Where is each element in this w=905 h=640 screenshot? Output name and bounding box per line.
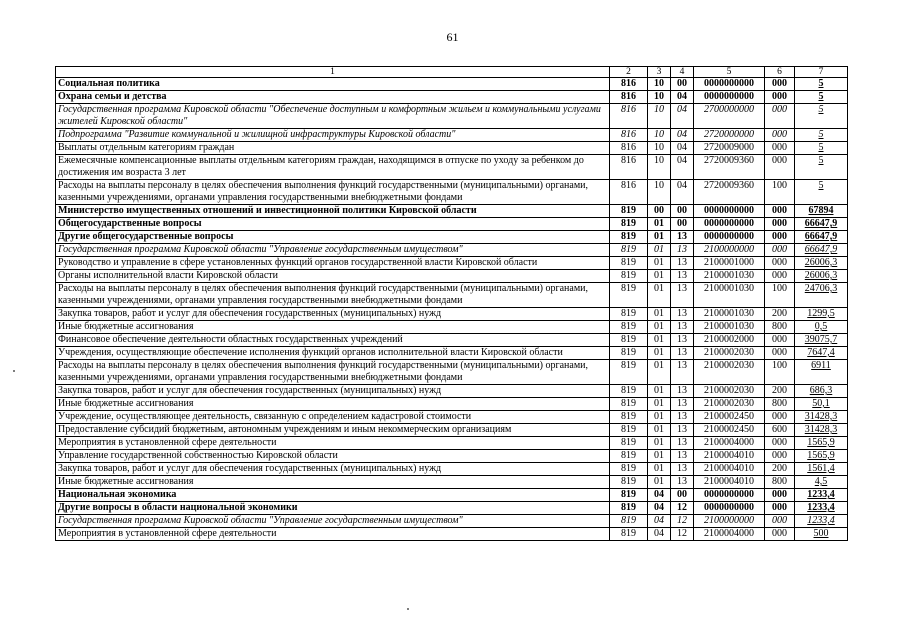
subsection-cell: 13 bbox=[671, 321, 694, 334]
amount-cell: 31428,3 bbox=[795, 411, 848, 424]
target-article-cell: 2700000000 bbox=[694, 104, 765, 129]
table-row bbox=[56, 515, 848, 528]
scan-speck bbox=[13, 370, 15, 372]
kvsr-cell: 819 bbox=[610, 334, 648, 347]
scan-speck bbox=[407, 608, 409, 610]
table-row bbox=[56, 218, 848, 231]
expense-type-cell: 000 bbox=[765, 515, 795, 528]
section-cell: 01 bbox=[648, 463, 671, 476]
target-article-cell: 2720009360 bbox=[694, 180, 765, 205]
expense-type-cell: 800 bbox=[765, 476, 795, 489]
target-article-cell: 2100001030 bbox=[694, 283, 765, 308]
row-name-cell: Другие общегосударственные вопросы bbox=[56, 231, 610, 244]
expense-type-cell: 000 bbox=[765, 231, 795, 244]
amount-cell: 24706,3 bbox=[795, 283, 848, 308]
table-row bbox=[56, 142, 848, 155]
target-article-cell: 2720009000 bbox=[694, 142, 765, 155]
section-cell: 10 bbox=[648, 155, 671, 180]
subsection-cell: 00 bbox=[671, 205, 694, 218]
kvsr-cell: 816 bbox=[610, 91, 648, 104]
section-cell: 00 bbox=[648, 205, 671, 218]
target-article-cell: 2720009360 bbox=[694, 155, 765, 180]
expense-type-cell: 000 bbox=[765, 78, 795, 91]
amount-cell: 1565,9 bbox=[795, 450, 848, 463]
expense-type-cell: 200 bbox=[765, 463, 795, 476]
kvsr-cell: 816 bbox=[610, 129, 648, 142]
expense-type-cell: 000 bbox=[765, 129, 795, 142]
table-row bbox=[56, 411, 848, 424]
table-row bbox=[56, 78, 848, 91]
row-name-cell: Учреждение, осуществляющее деятельность, связанную с определением кадастровой стоимости bbox=[56, 411, 610, 424]
target-article-cell: 0000000000 bbox=[694, 78, 765, 91]
row-name-cell: Социальная политика bbox=[56, 78, 610, 91]
table-row bbox=[56, 244, 848, 257]
row-name-cell: Ежемесячные компенсационные выплаты отдельным категориям граждан, находящимся в отпуске по уходу за ребенком до достижения им возраста 3 лет bbox=[56, 155, 610, 180]
section-cell: 10 bbox=[648, 129, 671, 142]
target-article-cell: 2100002030 bbox=[694, 360, 765, 385]
section-cell: 04 bbox=[648, 502, 671, 515]
expense-type-cell: 000 bbox=[765, 334, 795, 347]
amount-cell: 5 bbox=[795, 180, 848, 205]
expense-type-cell: 200 bbox=[765, 308, 795, 321]
section-cell: 10 bbox=[648, 142, 671, 155]
section-cell: 01 bbox=[648, 424, 671, 437]
subsection-cell: 13 bbox=[671, 437, 694, 450]
amount-cell: 7647,4 bbox=[795, 347, 848, 360]
table-row bbox=[56, 424, 848, 437]
header-cell: 1 bbox=[56, 67, 610, 78]
target-article-cell: 0000000000 bbox=[694, 218, 765, 231]
target-article-cell: 2100004000 bbox=[694, 437, 765, 450]
amount-cell: 39075,7 bbox=[795, 334, 848, 347]
kvsr-cell: 819 bbox=[610, 398, 648, 411]
section-cell: 01 bbox=[648, 398, 671, 411]
table-row bbox=[56, 476, 848, 489]
target-article-cell: 2100001030 bbox=[694, 270, 765, 283]
kvsr-cell: 819 bbox=[610, 244, 648, 257]
subsection-cell: 12 bbox=[671, 528, 694, 541]
amount-cell: 4,5 bbox=[795, 476, 848, 489]
kvsr-cell: 819 bbox=[610, 424, 648, 437]
subsection-cell: 13 bbox=[671, 424, 694, 437]
amount-cell: 5 bbox=[795, 129, 848, 142]
table-row bbox=[56, 308, 848, 321]
expense-type-cell: 100 bbox=[765, 180, 795, 205]
kvsr-cell: 819 bbox=[610, 257, 648, 270]
subsection-cell: 04 bbox=[671, 142, 694, 155]
subsection-cell: 13 bbox=[671, 270, 694, 283]
table-row bbox=[56, 270, 848, 283]
kvsr-cell: 819 bbox=[610, 283, 648, 308]
expense-type-cell: 000 bbox=[765, 502, 795, 515]
subsection-cell: 13 bbox=[671, 360, 694, 385]
page-number: 61 bbox=[446, 30, 459, 44]
kvsr-cell: 819 bbox=[610, 437, 648, 450]
expense-type-cell: 000 bbox=[765, 437, 795, 450]
row-name-cell: Расходы на выплаты персоналу в целях обеспечения выполнения функций государственными (муниципальными) органами, казенными учреждениями, органами управления государственными внебюджетными фондами bbox=[56, 180, 610, 205]
target-article-cell: 2100001000 bbox=[694, 257, 765, 270]
row-name-cell: Финансовое обеспечение деятельности областных государственных учреждений bbox=[56, 334, 610, 347]
row-name-cell: Управление государственной собственностью Кировской области bbox=[56, 450, 610, 463]
subsection-cell: 13 bbox=[671, 385, 694, 398]
target-article-cell: 2100002450 bbox=[694, 424, 765, 437]
row-name-cell: Министерство имущественных отношений и инвестиционной политики Кировской области bbox=[56, 205, 610, 218]
expense-type-cell: 200 bbox=[765, 385, 795, 398]
section-cell: 01 bbox=[648, 308, 671, 321]
expense-type-cell: 000 bbox=[765, 347, 795, 360]
row-name-cell: Мероприятия в установленной сфере деятельности bbox=[56, 437, 610, 450]
amount-cell: 66647,9 bbox=[795, 218, 848, 231]
kvsr-cell: 816 bbox=[610, 104, 648, 129]
amount-cell: 500 bbox=[795, 528, 848, 541]
subsection-cell: 13 bbox=[671, 463, 694, 476]
table-row bbox=[56, 180, 848, 205]
section-cell: 04 bbox=[648, 528, 671, 541]
expense-type-cell: 000 bbox=[765, 244, 795, 257]
target-article-cell: 0000000000 bbox=[694, 502, 765, 515]
section-cell: 01 bbox=[648, 334, 671, 347]
table-row bbox=[56, 398, 848, 411]
target-article-cell: 0000000000 bbox=[694, 489, 765, 502]
expense-type-cell: 000 bbox=[765, 91, 795, 104]
target-article-cell: 0000000000 bbox=[694, 205, 765, 218]
section-cell: 01 bbox=[648, 244, 671, 257]
expense-type-cell: 000 bbox=[765, 270, 795, 283]
subsection-cell: 13 bbox=[671, 283, 694, 308]
expense-type-cell: 800 bbox=[765, 321, 795, 334]
target-article-cell: 2100002030 bbox=[694, 385, 765, 398]
target-article-cell: 2100004010 bbox=[694, 476, 765, 489]
row-name-cell: Иные бюджетные ассигнования bbox=[56, 398, 610, 411]
target-article-cell: 2100001030 bbox=[694, 308, 765, 321]
section-cell: 01 bbox=[648, 347, 671, 360]
table-row bbox=[56, 347, 848, 360]
table-row bbox=[56, 528, 848, 541]
amount-cell: 5 bbox=[795, 104, 848, 129]
expense-type-cell: 000 bbox=[765, 528, 795, 541]
row-name-cell: Национальная экономика bbox=[56, 489, 610, 502]
expense-type-cell: 000 bbox=[765, 489, 795, 502]
kvsr-cell: 819 bbox=[610, 218, 648, 231]
section-cell: 01 bbox=[648, 231, 671, 244]
target-article-cell: 2100004010 bbox=[694, 463, 765, 476]
amount-cell: 26006,3 bbox=[795, 257, 848, 270]
budget-table bbox=[55, 66, 848, 541]
target-article-cell: 2100002000 bbox=[694, 334, 765, 347]
amount-cell: 1565,9 bbox=[795, 437, 848, 450]
amount-cell: 5 bbox=[795, 91, 848, 104]
amount-cell: 686,3 bbox=[795, 385, 848, 398]
table-header-row bbox=[56, 67, 848, 78]
subsection-cell: 12 bbox=[671, 502, 694, 515]
row-name-cell: Предоставление субсидий бюджетным, автономным учреждениям и иным некоммерческим организациям bbox=[56, 424, 610, 437]
table-row bbox=[56, 91, 848, 104]
table-row bbox=[56, 450, 848, 463]
row-name-cell: Мероприятия в установленной сфере деятельности bbox=[56, 528, 610, 541]
subsection-cell: 13 bbox=[671, 450, 694, 463]
row-name-cell: Закупка товаров, работ и услуг для обеспечения государственных (муниципальных) нужд bbox=[56, 463, 610, 476]
section-cell: 01 bbox=[648, 218, 671, 231]
amount-cell: 1233,4 bbox=[795, 502, 848, 515]
subsection-cell: 12 bbox=[671, 515, 694, 528]
row-name-cell: Иные бюджетные ассигнования bbox=[56, 476, 610, 489]
table-row bbox=[56, 155, 848, 180]
target-article-cell: 2100000000 bbox=[694, 244, 765, 257]
table-row bbox=[56, 104, 848, 129]
target-article-cell: 2100001030 bbox=[694, 321, 765, 334]
expense-type-cell: 000 bbox=[765, 411, 795, 424]
header-cell: 4 bbox=[671, 67, 694, 78]
kvsr-cell: 819 bbox=[610, 347, 648, 360]
amount-cell: 66647,9 bbox=[795, 244, 848, 257]
header-cell: 7 bbox=[795, 67, 848, 78]
kvsr-cell: 819 bbox=[610, 463, 648, 476]
row-name-cell: Государственная программа Кировской области "Обеспечение доступным и комфортным жильем и коммунальными услугами жителей Кировской области" bbox=[56, 104, 610, 129]
kvsr-cell: 819 bbox=[610, 205, 648, 218]
expense-type-cell: 600 bbox=[765, 424, 795, 437]
table-row bbox=[56, 257, 848, 270]
header-cell: 5 bbox=[694, 67, 765, 78]
expense-type-cell: 100 bbox=[765, 283, 795, 308]
amount-cell: 1561,4 bbox=[795, 463, 848, 476]
kvsr-cell: 819 bbox=[610, 515, 648, 528]
row-name-cell: Общегосударственные вопросы bbox=[56, 218, 610, 231]
amount-cell: 66647,9 bbox=[795, 231, 848, 244]
row-name-cell: Выплаты отдельным категориям граждан bbox=[56, 142, 610, 155]
target-article-cell: 2100002030 bbox=[694, 398, 765, 411]
expense-type-cell: 000 bbox=[765, 155, 795, 180]
kvsr-cell: 819 bbox=[610, 270, 648, 283]
expense-type-cell: 800 bbox=[765, 398, 795, 411]
subsection-cell: 13 bbox=[671, 347, 694, 360]
section-cell: 01 bbox=[648, 283, 671, 308]
amount-cell: 1299,5 bbox=[795, 308, 848, 321]
expense-type-cell: 000 bbox=[765, 205, 795, 218]
row-name-cell: Иные бюджетные ассигнования bbox=[56, 321, 610, 334]
kvsr-cell: 819 bbox=[610, 385, 648, 398]
section-cell: 01 bbox=[648, 476, 671, 489]
amount-cell: 5 bbox=[795, 78, 848, 91]
section-cell: 01 bbox=[648, 270, 671, 283]
row-name-cell: Подпрограмма "Развитие коммунальной и жилищной инфраструктуры Кировской области" bbox=[56, 129, 610, 142]
subsection-cell: 04 bbox=[671, 91, 694, 104]
amount-cell: 1233,4 bbox=[795, 515, 848, 528]
amount-cell: 6911 bbox=[795, 360, 848, 385]
table-row bbox=[56, 360, 848, 385]
amount-cell: 0,5 bbox=[795, 321, 848, 334]
row-name-cell: Охрана семьи и детства bbox=[56, 91, 610, 104]
subsection-cell: 04 bbox=[671, 104, 694, 129]
table-row bbox=[56, 385, 848, 398]
subsection-cell: 13 bbox=[671, 334, 694, 347]
target-article-cell: 2100002030 bbox=[694, 347, 765, 360]
section-cell: 10 bbox=[648, 78, 671, 91]
subsection-cell: 04 bbox=[671, 129, 694, 142]
subsection-cell: 13 bbox=[671, 398, 694, 411]
subsection-cell: 00 bbox=[671, 78, 694, 91]
target-article-cell: 2100000000 bbox=[694, 515, 765, 528]
target-article-cell: 0000000000 bbox=[694, 231, 765, 244]
subsection-cell: 13 bbox=[671, 257, 694, 270]
row-name-cell: Государственная программа Кировской области "Управление государственным имуществом" bbox=[56, 244, 610, 257]
row-name-cell: Руководство и управление в сфере установленных функций органов государственной власти Кировской области bbox=[56, 257, 610, 270]
kvsr-cell: 819 bbox=[610, 231, 648, 244]
section-cell: 04 bbox=[648, 515, 671, 528]
target-article-cell: 2720000000 bbox=[694, 129, 765, 142]
amount-cell: 26006,3 bbox=[795, 270, 848, 283]
expense-type-cell: 000 bbox=[765, 104, 795, 129]
section-cell: 10 bbox=[648, 91, 671, 104]
kvsr-cell: 819 bbox=[610, 360, 648, 385]
section-cell: 01 bbox=[648, 385, 671, 398]
amount-cell: 31428,3 bbox=[795, 424, 848, 437]
section-cell: 01 bbox=[648, 257, 671, 270]
header-cell: 3 bbox=[648, 67, 671, 78]
amount-cell: 50,1 bbox=[795, 398, 848, 411]
table-row bbox=[56, 205, 848, 218]
kvsr-cell: 819 bbox=[610, 308, 648, 321]
kvsr-cell: 816 bbox=[610, 142, 648, 155]
target-article-cell: 2100002450 bbox=[694, 411, 765, 424]
table-row bbox=[56, 437, 848, 450]
amount-cell: 67894 bbox=[795, 205, 848, 218]
subsection-cell: 13 bbox=[671, 308, 694, 321]
expense-type-cell: 000 bbox=[765, 218, 795, 231]
row-name-cell: Органы исполнительной власти Кировской области bbox=[56, 270, 610, 283]
table-row bbox=[56, 231, 848, 244]
row-name-cell: Закупка товаров, работ и услуг для обеспечения государственных (муниципальных) нужд bbox=[56, 308, 610, 321]
section-cell: 10 bbox=[648, 104, 671, 129]
kvsr-cell: 819 bbox=[610, 528, 648, 541]
subsection-cell: 04 bbox=[671, 180, 694, 205]
subsection-cell: 13 bbox=[671, 244, 694, 257]
row-name-cell: Другие вопросы в области национальной экономики bbox=[56, 502, 610, 515]
kvsr-cell: 819 bbox=[610, 502, 648, 515]
section-cell: 01 bbox=[648, 437, 671, 450]
expense-type-cell: 000 bbox=[765, 450, 795, 463]
amount-cell: 5 bbox=[795, 155, 848, 180]
section-cell: 01 bbox=[648, 360, 671, 385]
header-cell: 6 bbox=[765, 67, 795, 78]
target-article-cell: 2100004010 bbox=[694, 450, 765, 463]
kvsr-cell: 819 bbox=[610, 411, 648, 424]
row-name-cell: Закупка товаров, работ и услуг для обеспечения государственных (муниципальных) нужд bbox=[56, 385, 610, 398]
section-cell: 04 bbox=[648, 489, 671, 502]
kvsr-cell: 819 bbox=[610, 450, 648, 463]
row-name-cell: Государственная программа Кировской области "Управление государственным имуществом" bbox=[56, 515, 610, 528]
section-cell: 10 bbox=[648, 180, 671, 205]
row-name-cell: Расходы на выплаты персоналу в целях обеспечения выполнения функций государственными (муниципальными) органами, казенными учреждениями, органами управления государственными внебюджетными фондами bbox=[56, 360, 610, 385]
subsection-cell: 13 bbox=[671, 476, 694, 489]
row-name-cell: Учреждения, осуществляющие обеспечение исполнения функций органов исполнительной власти Кировской области bbox=[56, 347, 610, 360]
expense-type-cell: 100 bbox=[765, 360, 795, 385]
kvsr-cell: 816 bbox=[610, 155, 648, 180]
amount-cell: 5 bbox=[795, 142, 848, 155]
header-cell: 2 bbox=[610, 67, 648, 78]
row-name-cell: Расходы на выплаты персоналу в целях обеспечения выполнения функций государственными (муниципальными) органами, казенными учреждениями, органами управления государственными внебюджетными фондами bbox=[56, 283, 610, 308]
subsection-cell: 04 bbox=[671, 155, 694, 180]
subsection-cell: 13 bbox=[671, 231, 694, 244]
amount-cell: 1233,4 bbox=[795, 489, 848, 502]
section-cell: 01 bbox=[648, 450, 671, 463]
kvsr-cell: 819 bbox=[610, 321, 648, 334]
table-row bbox=[56, 283, 848, 308]
target-article-cell: 2100004000 bbox=[694, 528, 765, 541]
table-row bbox=[56, 334, 848, 347]
expense-type-cell: 000 bbox=[765, 257, 795, 270]
table-row bbox=[56, 129, 848, 142]
section-cell: 01 bbox=[648, 321, 671, 334]
section-cell: 01 bbox=[648, 411, 671, 424]
expense-type-cell: 000 bbox=[765, 142, 795, 155]
subsection-cell: 00 bbox=[671, 489, 694, 502]
kvsr-cell: 819 bbox=[610, 476, 648, 489]
table-row bbox=[56, 502, 848, 515]
table-row bbox=[56, 463, 848, 476]
kvsr-cell: 816 bbox=[610, 180, 648, 205]
table-row bbox=[56, 489, 848, 502]
subsection-cell: 00 bbox=[671, 218, 694, 231]
kvsr-cell: 816 bbox=[610, 78, 648, 91]
table-row bbox=[56, 321, 848, 334]
subsection-cell: 13 bbox=[671, 411, 694, 424]
kvsr-cell: 819 bbox=[610, 489, 648, 502]
target-article-cell: 0000000000 bbox=[694, 91, 765, 104]
